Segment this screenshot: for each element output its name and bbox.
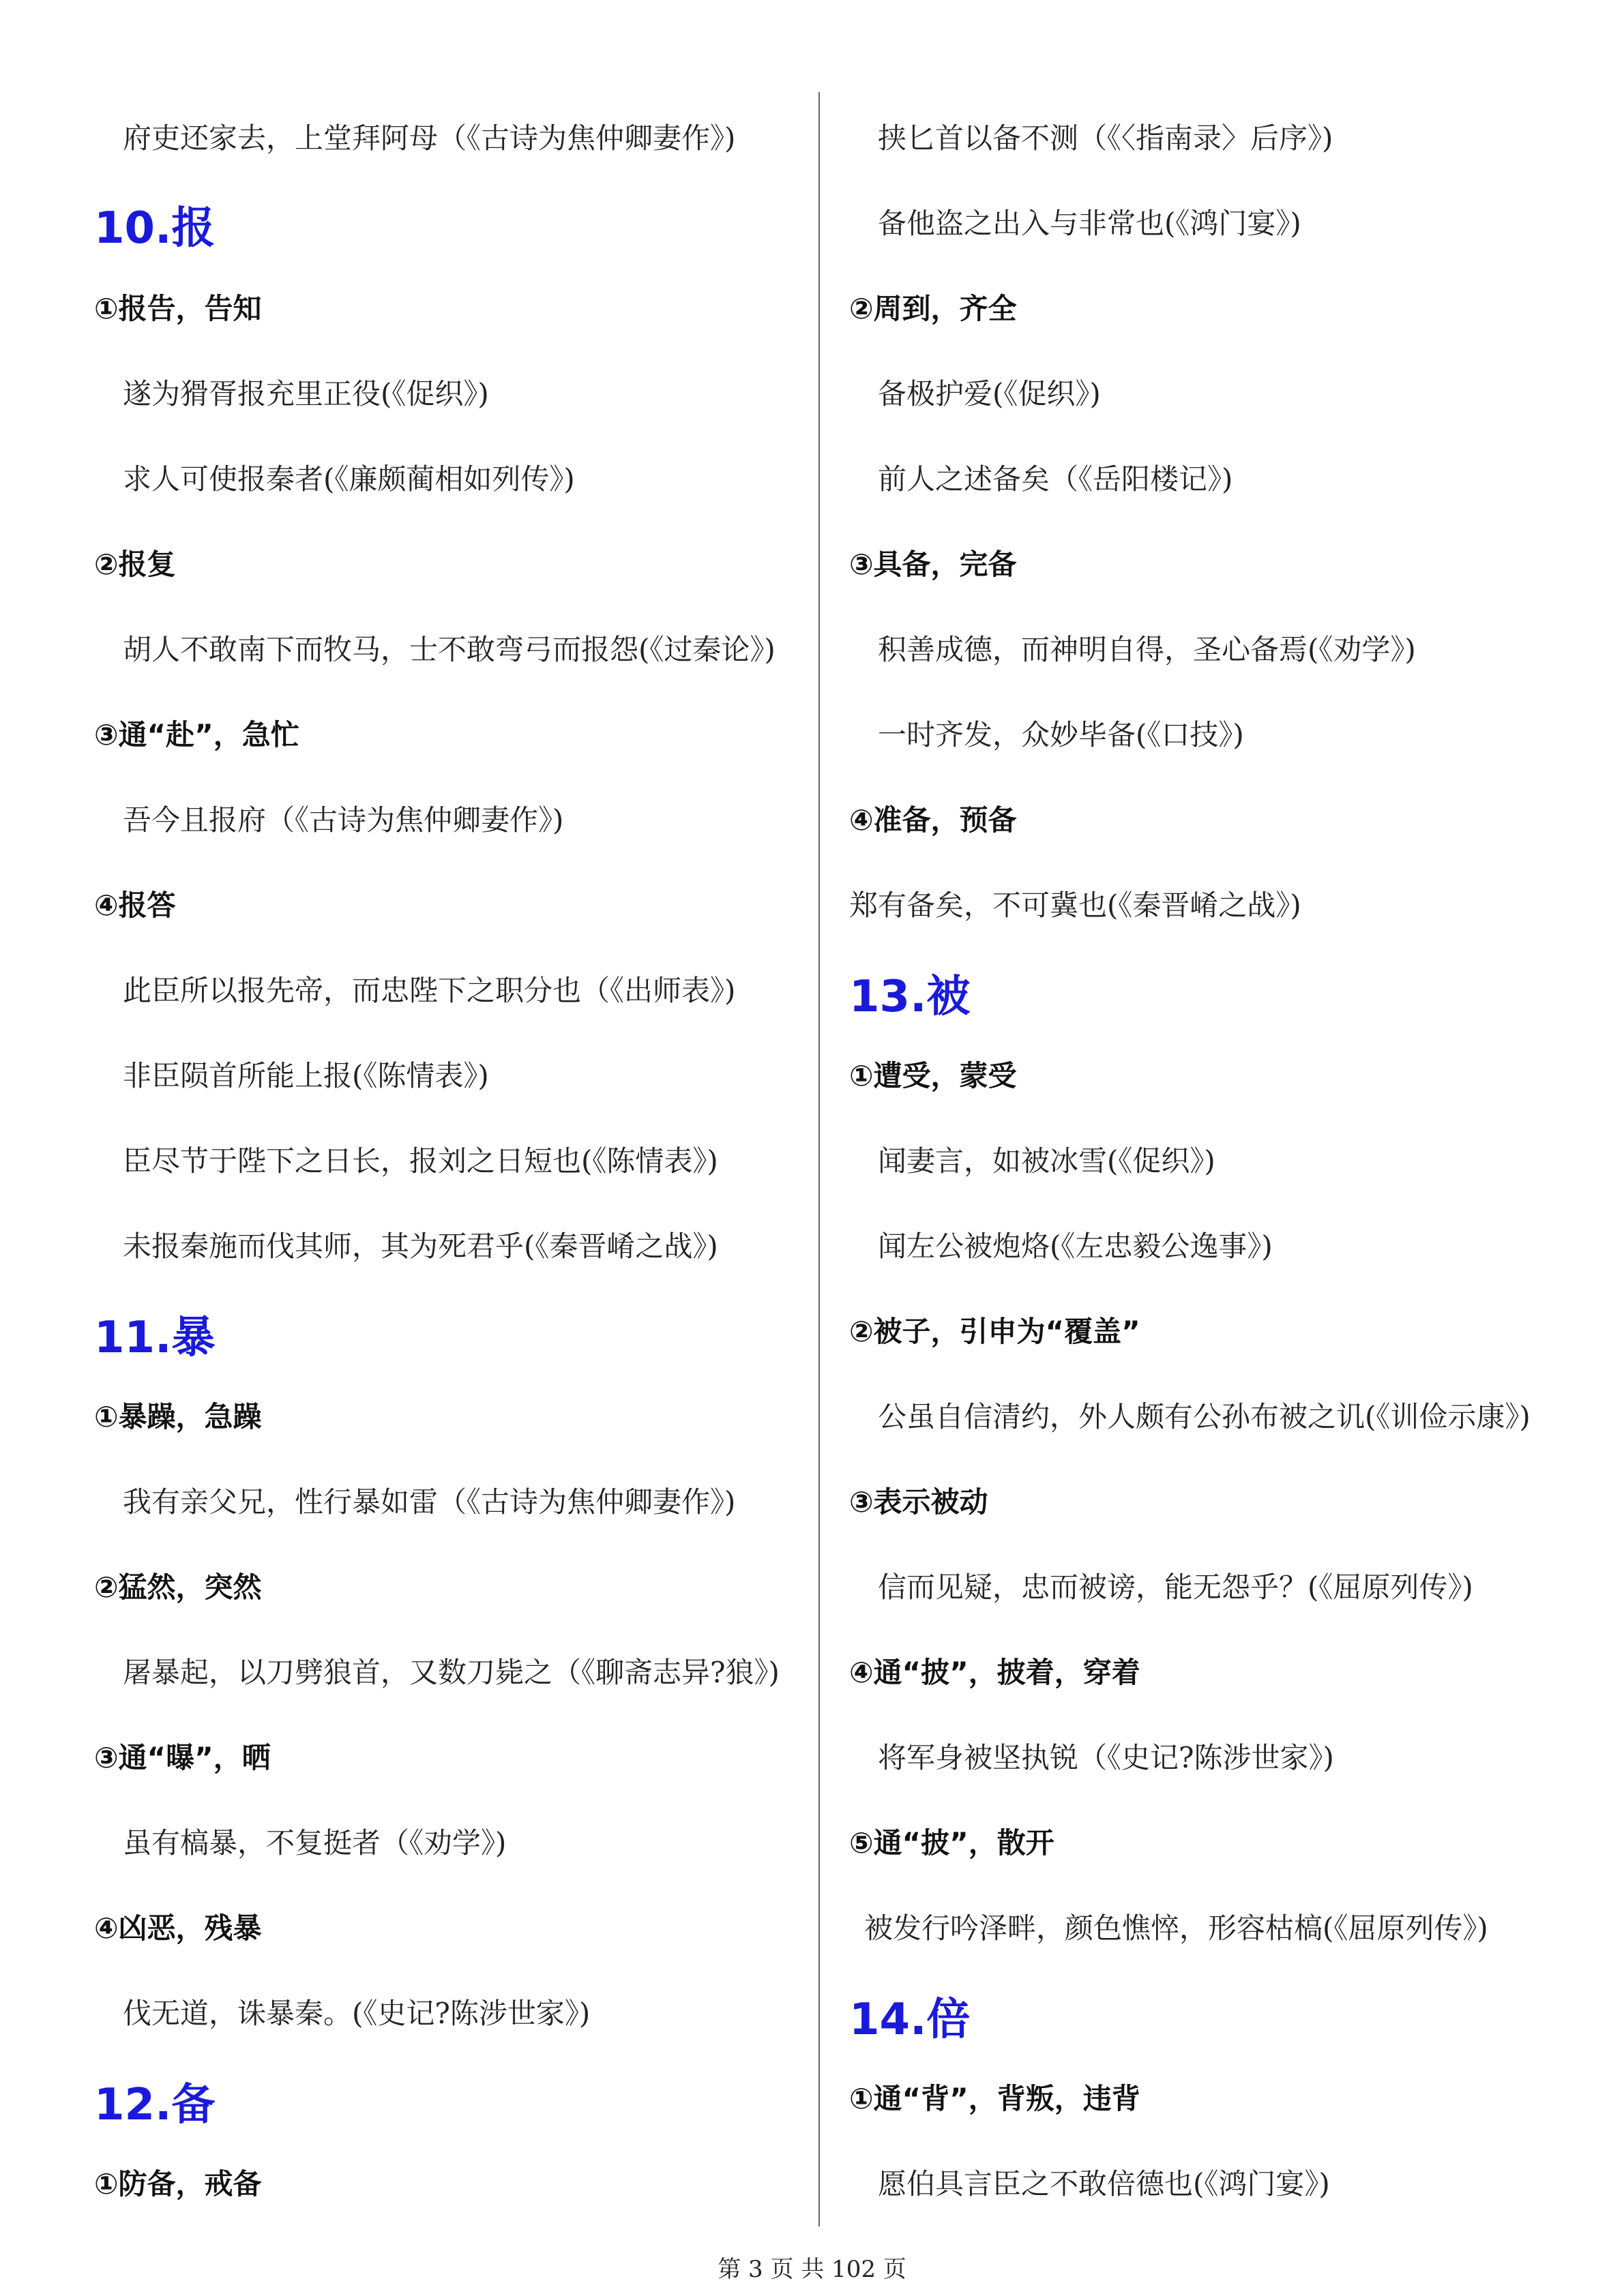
example-sentence: 此臣所以报先帝，而忠陛下之职分也（《出师表》) <box>123 974 736 1007</box>
example-sentence: 未报秦施而伐其师，其为死君乎(《秦晋崤之战》) <box>123 1229 718 1263</box>
sense-label: ④通“披”，披着，穿着 <box>849 1656 1140 1689</box>
example-sentence: 挟匕首以备不测（《〈指南录〉后序》) <box>878 121 1333 155</box>
example-sentence: 前人之述备矣（《岳阳楼记》) <box>878 462 1233 496</box>
sense-label: ②被子，引申为“覆盖” <box>849 1315 1140 1348</box>
example-sentence: 胡人不敢南下而牧马，士不敢弯弓而报怨(《过秦论》) <box>123 633 776 666</box>
sense-label: ③通“曝”，晒 <box>94 1741 271 1774</box>
example-sentence: 吾今且报府（《古诗为焦仲卿妻作》) <box>123 803 564 837</box>
sense-label: ①暴躁，急躁 <box>94 1400 262 1433</box>
sense-label: ③表示被动 <box>849 1485 988 1519</box>
sense-label: ④准备，预备 <box>849 803 1017 837</box>
example-sentence: 愿伯具言臣之不敢倍德也(《鸿门宴》) <box>878 2167 1330 2201</box>
sense-label: ②周到，齐全 <box>849 292 1017 325</box>
example-sentence: 屠暴起，以刀劈狼首，又数刀毙之（《聊斋志异?狼》) <box>123 1656 780 1689</box>
sense-label: ①遭受，蒙受 <box>849 1059 1017 1092</box>
example-sentence: 积善成德，而神明自得，圣心备焉(《劝学》) <box>878 633 1416 666</box>
sense-label: ①防备，戒备 <box>94 2167 262 2201</box>
example-sentence: 遂为猾胥报充里正役(《促织》) <box>123 377 489 411</box>
example-sentence: 府吏还家去，上堂拜阿母（《古诗为焦仲卿妻作》) <box>123 121 736 155</box>
sense-label: ③通“赴”，急忙 <box>94 718 299 751</box>
sense-label: ②报复 <box>94 548 176 581</box>
example-sentence: 求人可使报秦者(《廉颇蔺相如列传》) <box>123 462 575 496</box>
entry-heading-bei-quilt: 13.被 <box>849 972 971 1022</box>
sense-label: ④报答 <box>94 889 176 922</box>
sense-label: ⑤通“披”，散开 <box>849 1826 1054 1860</box>
example-sentence: 我有亲父兄，性行暴如雷（《古诗为焦仲卿妻作》) <box>123 1485 736 1519</box>
example-sentence: 闻妻言，如被冰雪(《促织》) <box>878 1144 1215 1178</box>
entry-heading-bao-violent: 11.暴 <box>94 1313 216 1363</box>
example-sentence: 备极护爱(《促织》) <box>878 377 1101 411</box>
example-sentence: 伐无道，诛暴秦。(《史记?陈涉世家》) <box>123 1997 591 2030</box>
entry-heading-bei-double: 14.倍 <box>849 1995 971 2045</box>
example-sentence: 闻左公被炮烙(《左忠毅公逸事》) <box>878 1229 1273 1263</box>
sense-label: ④凶恶，残暴 <box>94 1911 262 1945</box>
sense-label: ②猛然，突然 <box>94 1570 262 1604</box>
example-sentence: 虽有槁暴，不复挺者（《劝学》) <box>123 1826 507 1860</box>
sense-label: ③具备，完备 <box>849 548 1017 581</box>
example-sentence: 信而见疑，忠而被谤，能无怨乎？(《屈原列传》) <box>878 1570 1473 1604</box>
example-sentence: 备他盗之出入与非常也(《鸿门宴》) <box>878 207 1301 240</box>
example-sentence: 将军身被坚执锐（《史记?陈涉世家》) <box>878 1741 1334 1774</box>
example-sentence: 公虽自信清约，外人颇有公孙布被之讥(《训俭示康》) <box>878 1400 1531 1433</box>
example-sentence: 郑有备矣，不可冀也(《秦晋崤之战》) <box>849 889 1301 922</box>
column-divider <box>818 92 820 2226</box>
sense-label: ①报告，告知 <box>94 292 262 325</box>
example-sentence: 被发行吟泽畔，颜色憔悴，形容枯槁(《屈原列传》) <box>864 1911 1488 1945</box>
example-sentence: 臣尽节于陛下之日长，报刘之日短也(《陈情表》) <box>123 1144 718 1178</box>
page-number-footer: 第 3 页 共 102 页 <box>718 2256 906 2283</box>
sense-label: ①通“背”，背叛，违背 <box>849 2082 1140 2115</box>
entry-heading-bei-prepare: 12.备 <box>94 2080 216 2130</box>
entry-heading-bao: 10.报 <box>94 203 216 254</box>
example-sentence: 非臣陨首所能上报(《陈情表》) <box>123 1059 489 1092</box>
example-sentence: 一时齐发，众妙毕备(《口技》) <box>878 718 1244 751</box>
